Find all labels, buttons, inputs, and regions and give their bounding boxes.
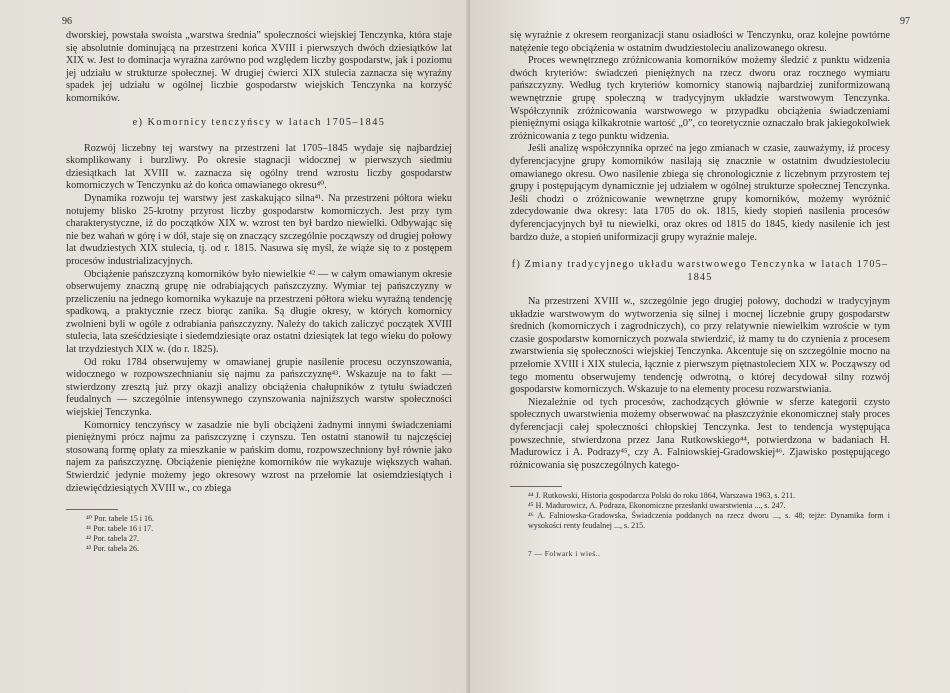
footnote: ⁴⁰ Por. tabele 15 i 16. [86, 514, 154, 524]
footnote: ⁴⁵ H. Madurowicz, A. Podraza, Ekonomiczne przesłanki uwarstwienia ..., s. 247. [528, 501, 786, 511]
paragraph: Jeśli analizę współczynnika oprzeć na jego zmianach w czasie, zauważymy, iż procesy dyferencjacyjne grupy komorników nasilają się znacznie w ostatnim dwudziestoleciu omawianego okresu. Owo nasilenie zbiega się chronologicznie z liczebnym przyrostem tej grupy i postępującym dynamicznie jej udziałem w ogólnej strukturze społecznej Tenczynka. Jeśli chodzi o zróżnicowanie wewnętrzne grupy komorników, możemy wyróżnić zdecydowanie dwa okresy: lata 1705 do ok. 1815, kiedy stopień nasilenia procesów dyferencjacyjnych był tu niewielki, oraz okres od 1815 do 1845, kiedy nasilenie ich jest bardzo duże, a stopień uniformizacji grupy wyraźnie maleje. [510, 143, 890, 243]
paragraph: Niezależnie od tych procesów, zachodzących głównie w sferze kategorii czysto społecznych uwarstwienia możemy obserwować na płaszczyźnie ekonomicznej stały proces dyferencjacji całej społeczności chłopskiej Tenczynka. Jest to tendencja występująca powszechnie, stwierdzona przez Jana Rutkowskiego⁴⁴, potwierdzona w badaniach H. Madurowicz i A. Podrazy⁴⁵, czy A. Falniowskiej-Gradowskiej⁴⁶. Zjawisko postępującego różnicowania się poszczególnych katego- [510, 396, 890, 471]
paragraph: Dynamika rozwoju tej warstwy jest zaskakująco silna⁴¹. Na przestrzeni półtora wieku notujemy blisko 25-krotny przyrost liczby gospodarstw komorniczych. Jest przy tym charakterystyczne, iż do początków XIX w. wzrost ten był bardzo niewielki. Odbywając się nie bez wahań w górę i w dół, staje się on znaczący szczególnie począwszy od drugiej połowy lat dwudziestych XIX stulecia, tj. od r. 1815. Nasuwa się myśl, że wiąże się to z postępem procesów industrializacyjnych. [66, 192, 452, 267]
footnote: ⁴¹ Por. tabele 16 i 17. [86, 524, 154, 534]
paragraph: się wyraźnie z okresem reorganizacji stanu osiadłości w Tenczynku, oraz kolejne powtórne natężenie tego obciążenia w ostatnim dwudziestoleciu analizowanego okresu. [510, 30, 890, 54]
page-number-left: 96 [62, 16, 72, 27]
footnote: ⁴⁴ J. Rutkowski, Historia gospodarcza Polski do roku 1864, Warszawa 1963, s. 211. [528, 491, 796, 501]
paragraph: Rozwój liczebny tej warstwy na przestrzeni lat 1705–1845 wydaje się najbardziej skomplikowany i burzliwy. Po okresie stagnacji widocznej w pierwszych siedmiu dziesiątkach lat XVIII w. zaznacza się ogólny trend wzrostu liczby gospodarstw komorniczych w Tenczynku aż do końca omawianego okresu⁴⁰. [66, 142, 452, 192]
footnote: ⁴³ Por. tabela 26. [86, 544, 139, 554]
paragraph: dworskiej, powstała swoista „warstwa średnia” społeczności wiejskiej Tenczynka, która staje się absolutnie dominującą na przestrzeni końca XVIII i pierwszych dwóch dziesiątków lat XIX w. Jest to dominacja wyraźna zarówno pod względem liczby gospodarstw, jak i poziomu jej udziału w strukturze społecznej. W drugiej ćwierci XIX stulecia zaznacza się wyraźny spadek jej udziału w ogólnej liczbie gospodarstw wiejskich Tenczynka na korzyść komorników. [66, 30, 452, 104]
paragraph: Proces wewnętrznego zróżnicowania komorników możemy śledzić z punktu widzenia dwóch kryteriów: świadczeń pieniężnych na rzecz dworu oraz rocznego wymiaru pańszczyzny. Według tych kryteriów komornicy stanowią najbardziej zuniformizowaną wewnętrznie grupę społeczną w tradycyjnym układzie warstwowym Tenczynka. Współczynnik zróżnicowania warstwowego w przypadku obciążenia świadczeniami pieniężnymi osiąga kilkakrotnie wartość „0”, co teoretycznie oznaczało brak jakiegokolwiek zróżnicowania z tego punktu widzenia. [510, 55, 890, 142]
left-page [0, 0, 470, 693]
printer-signature: 7 — Folwark i wieś.. [528, 549, 601, 559]
footnote: ⁴⁶ A. Falniowska-Gradowska, Świadczenia poddanych na rzecz dworu ..., s. 48; tejże: Dynamika form i wysokości renty feudalnej ..., s. 215. [528, 511, 890, 531]
paragraph: Na przestrzeni XVIII w., szczególnie jego drugiej połowy, dochodzi w tradycyjnym układzie warstwowym do wytworzenia się silnej i mocnej liczebnie grupy gospodarstw średnich (komorniczych i zagrodniczych), co przy relatywnie niewielkim wzroście w tym czasie gospodarstw komorniczych pozwala stwierdzić, iż mamy tu do czynienia z procesem zwarstwienia się społeczności wiejskiej Tenczynka. Akcentuje się on szczególnie mocno na przełomie XVIII i XIX stulecia, łącznie z pierwszym piętnastoleciem XIX w. Począwszy od tego momentu obserwujemy tendencję odwrotną, o której decydował silny rozwój gospodarstw komorniczych. Wskazuje to na elementy procesu rozwarstwiania. [510, 296, 890, 396]
left-body [66, 30, 452, 495]
paragraph: Od roku 1784 obserwujemy w omawianej grupie nasilenie procesu oczynszowania, widocznego w rozpowszechnianiu się najmu za pańszczyznę⁴³. Wskazuje na to fakt — stwierdzony zresztą już przy okazji analizy obciążenia chałupników z tytułu świadczeń feudalnych — szczególnie intensywnego czynszowania najniższych warstw społeczności wiejskiej Tenczynka. [66, 356, 452, 419]
right-body [510, 30, 890, 472]
section-heading-e: e) Komornicy tenczyńscy w latach 1705–1845 [132, 116, 386, 128]
footnote: ⁴² Por. tabela 27. [86, 534, 139, 544]
paragraph: Obciążenie pańszczyzną komorników było niewielkie ⁴² — w całym omawianym okresie obserwujemy znaczną grupę nie odrabiających pańszczyzny. Wymiar tej pańszczyzny w przeliczeniu na jednego komornika wykazuje na przestrzeni półtora wieku wyraźną tendencję spadkową, a praktycznie rzecz biorąc zanika. Są długie okresy, w których komornicy zwolnieni byli w ogóle z odrabiania pańszczyzny. Należy do takich zaliczyć początek XVIII stulecia, lata sześćdziesiąte i siedemdziesiąte oraz ostatni dziesiątek lat tego wieku do połowy lat trzydziestych XIX w. (do r. 1825). [66, 268, 452, 356]
page-number-right: 97 [900, 16, 910, 27]
footnote-rule [510, 486, 562, 487]
left-footnotes [66, 514, 452, 554]
paragraph: Komornicy tenczyńscy w zasadzie nie byli obciążeni żadnymi innymi świadczeniami pieniężnymi prócz najmu za pańszczyznę i czynszu. Ten ostatni stanowił tu najczęściej stosowaną formę opłaty za mieszkanie w pańskim domu, rozpowszechniony był równie jako najem za pańszczyznę. Obciążenie pieniężne komorników nie wykazuje większych wahań. Stwierdzić jedynie możemy jego okresowy wzrost na przełomie lat osiemdziesiątych i dziewięćdziesiątych XVIII w., co zbiega [66, 419, 452, 494]
section-heading-f: f) Zmiany tradycyjnego układu warstwowego Tenczynka w latach 1705–1845 [511, 259, 889, 284]
right-page [470, 0, 950, 693]
footnote-rule [66, 509, 118, 510]
right-footnotes [510, 491, 890, 531]
